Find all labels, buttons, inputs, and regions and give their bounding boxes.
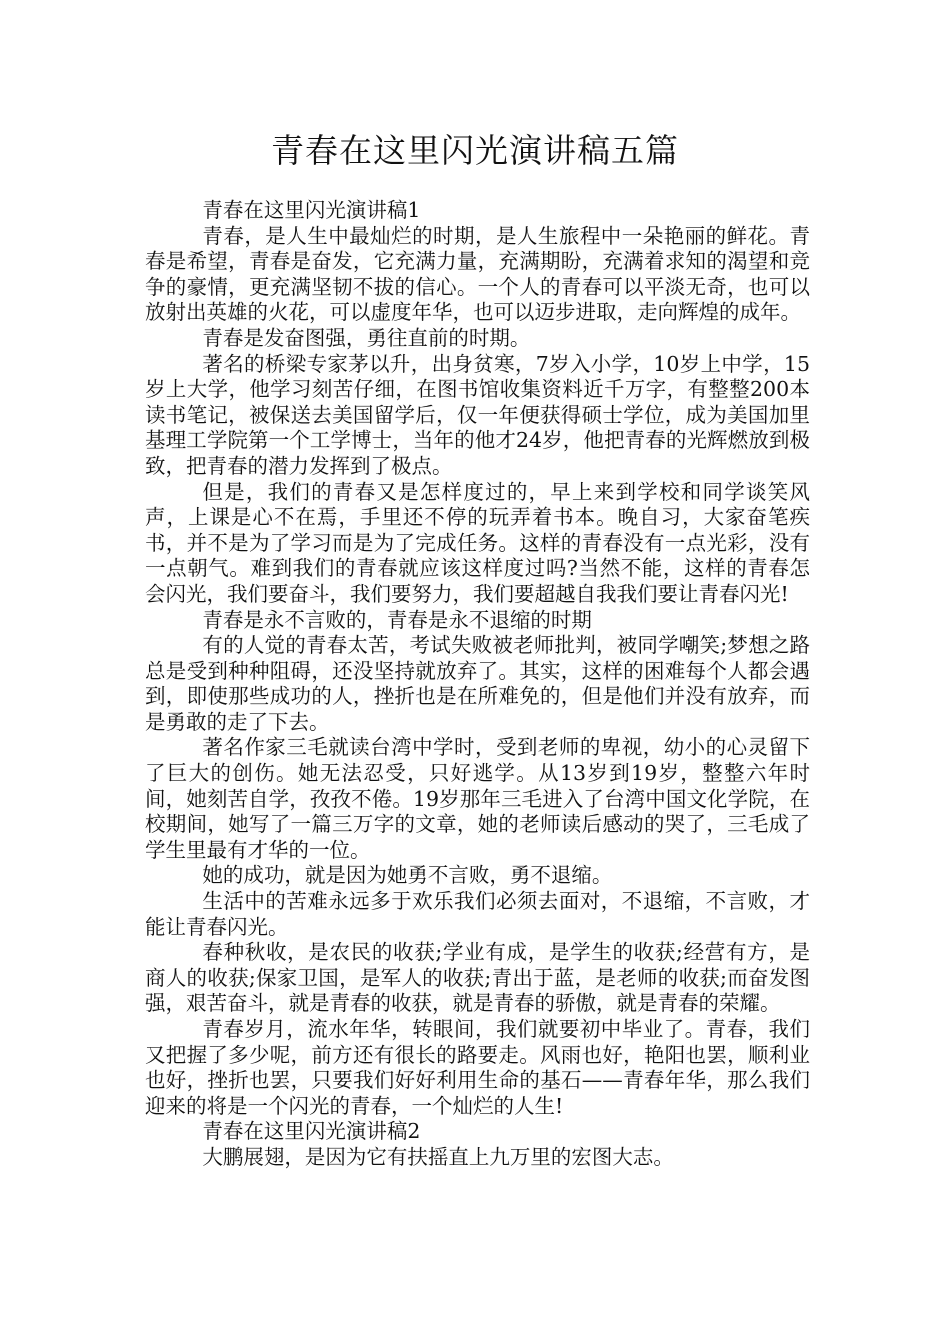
paragraph: 生活中的苦难永远多于欢乐我们必须去面对，不退缩，不言败，才能让青春闪光。	[145, 889, 810, 939]
paragraph: 青春岁月，流水年华，转眼间，我们就要初中毕业了。青春，我们又把握了多少呢，前方还有很长的路要走。风雨也好，艳阳也罢，顺利业也好，挫折也罢，只要我们好好利用生命的基石——青春年华，那么我们迎来的将是一个闪光的青春，一个灿烂的人生!	[145, 1017, 810, 1118]
paragraph: 她的成功，就是因为她勇不言败，勇不退缩。	[202, 863, 613, 888]
paragraph: 著名的桥梁专家茅以升，出身贫寒，7岁入小学，10岁上中学，15岁上大学，他学习刻苦仔细，在图书馆收集资料近千万字，有整整200本读书笔记，被保送去美国留学后，仅一年便获得硕士学位，成为美国加里基理工学院第一个工学博士，当年的他才24岁，他把青春的光辉燃放到极致，把青春的潜力发挥到了极点。	[145, 351, 810, 478]
paragraph: 春种秋收，是农民的收获;学业有成，是学生的收获;经营有方，是商人的收获;保家卫国，是军人的收获;青出于蓝，是老师的收获;而奋发图强，艰苦奋斗，就是青春的收获，就是青春的骄傲，就是青春的荣耀。	[145, 940, 810, 1016]
paragraph: 著名作家三毛就读台湾中学时，受到老师的卑视，幼小的心灵留下了巨大的创伤。她无法忍受，只好逃学。从13岁到19岁，整整六年时间，她刻苦自学，孜孜不倦。19岁那年三毛进入了台湾中国文化学院，在校期间，她写了一篇三万字的文章，她的老师读后感动的哭了，三毛成了学生里最有才华的一位。	[145, 735, 810, 862]
speech-heading-1: 青春在这里闪光演讲稿1	[202, 198, 421, 222]
paragraph: 但是，我们的青春又是怎样度过的，早上来到学校和同学谈笑风声，上课是心不在焉，手里还不停的玩弄着书本。晚自习，大家奋笔疾书，并不是为了学习而是为了完成任务。这样的青春没有一点光彩，没有一点朝气。难到我们的青春就应该这样度过吗?当然不能，这样的青春怎会闪光，我们要奋斗，我们要努力，我们要超越自我我们要让青春闪光!	[145, 479, 810, 606]
paragraph: 大鹏展翅，是因为它有扶摇直上九万里的宏图大志。	[202, 1144, 674, 1169]
paragraph: 有的人觉的青春太苦，考试失败被老师批判，被同学嘲笑;梦想之路总是受到种种阻碍，还没坚持就放弃了。其实，这样的困难每个人都会遇到，即使那些成功的人，挫折也是在所难免的，但是他们并没有放弃，而是勇敢的走了下去。	[145, 633, 810, 734]
document-body	[145, 198, 810, 1171]
paragraph: 青春，是人生中最灿烂的时期，是人生旅程中一朵艳丽的鲜花。青春是希望，青春是奋发，它充满力量，充满期盼，充满着求知的渴望和竞争的豪情，更充满坚韧不拔的信心。一个人的青春可以平淡无奇，也可以放射出英雄的火花，可以虚度年华，也可以迈步进取，走向辉煌的成年。	[145, 223, 810, 325]
speech-heading-2: 青春在这里闪光演讲稿2	[202, 1119, 421, 1144]
paragraph: 青春是永不言败的，青春是永不退缩的时期	[202, 607, 592, 632]
document-title: 青春在这里闪光演讲稿五篇	[271, 131, 679, 170]
paragraph: 青春是发奋图强，勇往直前的时期。	[202, 325, 531, 350]
